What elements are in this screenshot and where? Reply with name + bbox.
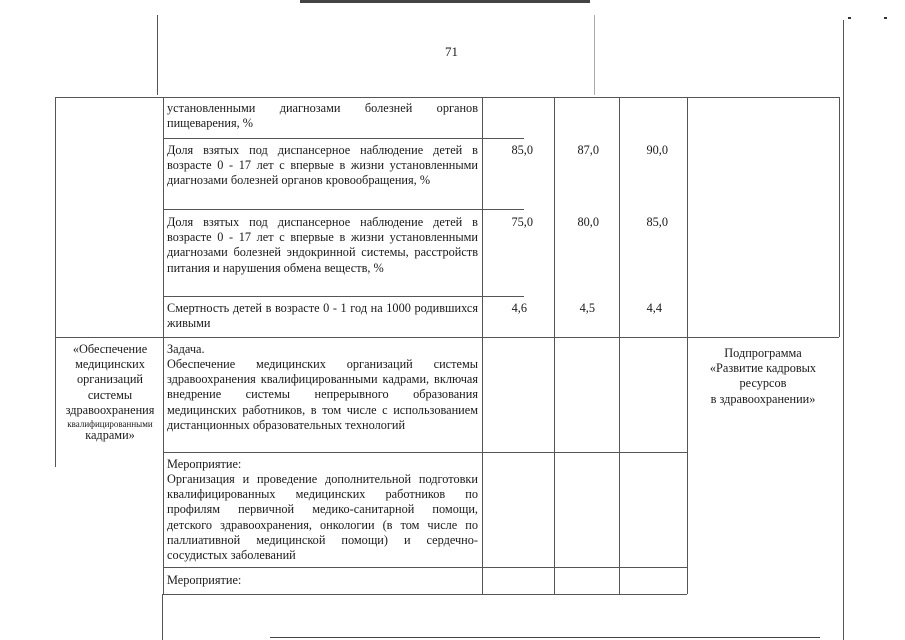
value-year-3: 4,4 <box>646 301 662 315</box>
guide-line <box>157 15 158 95</box>
activity-title: Мероприятие: <box>167 573 242 587</box>
table-col-divider-3 <box>554 97 555 594</box>
table-border-top <box>55 97 839 98</box>
table-border-bottom <box>163 594 687 595</box>
scan-mark <box>884 17 887 19</box>
activity-text: Организация и проведение дополнительной подготовки квалифицированных медицинских работников по профилям первичной медико-санитарной помощи, детского здравоохранения, онкологии (в том числе по паллиативной медицинской помощи) и сердечно-сосудистых заболеваний <box>167 472 478 563</box>
indicator-text: Доля взятых под диспансерное наблюдение детей в возрасте 0 - 17 лет с впервые в жизни установленными диагнозами болезней органов кровообращения, % <box>167 143 478 188</box>
guide-line <box>843 20 844 640</box>
subprogram-name: Подпрограмма «Развитие кадровых ресурсов в здравоохранении» <box>709 346 817 406</box>
table-col-divider-4 <box>619 97 620 594</box>
row-divider <box>55 337 839 338</box>
row-divider <box>163 452 687 453</box>
row-divider <box>163 138 524 139</box>
value-year-2: 4,5 <box>579 301 595 315</box>
table-col-divider-5 <box>687 97 688 594</box>
task-title: Задача. <box>167 342 205 356</box>
project-name: «Обеспечение медицинских организаций системы здравоохранения квалифицированными кадрами» <box>65 342 155 443</box>
value-year-1: 75,0 <box>511 215 533 229</box>
row-divider <box>163 209 524 210</box>
indicator-text: установленными диагнозами болезней органов пищеварения, % <box>167 101 478 131</box>
task-text: Обеспечение медицинских организаций системы здравоохранения квалифицированными кадрами, включая внедрение системы непрерывного образования медицинских работников, в том числе с использованием дистанционных образовательных технологий <box>167 357 478 432</box>
indicator-text: Доля взятых под диспансерное наблюдение детей в возрасте 0 - 17 лет с впервые в жизни установленными диагнозами болезней эндокринной системы, расстройств питания и нарушения обмена веществ, % <box>167 215 478 275</box>
scan-edge-bottom <box>270 637 820 638</box>
guide-line <box>594 15 595 95</box>
guide-line <box>162 594 163 640</box>
value-year-1: 85,0 <box>511 143 533 157</box>
table-col-left-edge <box>55 97 56 467</box>
row-divider <box>163 296 524 297</box>
table-col-divider-1 <box>163 97 164 594</box>
scan-edge-top <box>300 0 590 3</box>
table-col-right-edge <box>839 97 840 337</box>
page-number: 71 <box>445 44 458 59</box>
activity-title: Мероприятие: <box>167 457 242 471</box>
indicator-text: Смертность детей в возрасте 0 - 1 год на 1000 родившихся живыми <box>167 301 478 331</box>
table-col-divider-2 <box>482 97 483 594</box>
value-year-1: 4,6 <box>511 301 527 315</box>
value-year-2: 87,0 <box>577 143 599 157</box>
value-year-3: 90,0 <box>646 143 668 157</box>
value-year-3: 85,0 <box>646 215 668 229</box>
scan-mark <box>848 17 851 19</box>
value-year-2: 80,0 <box>577 215 599 229</box>
row-divider <box>163 567 687 568</box>
